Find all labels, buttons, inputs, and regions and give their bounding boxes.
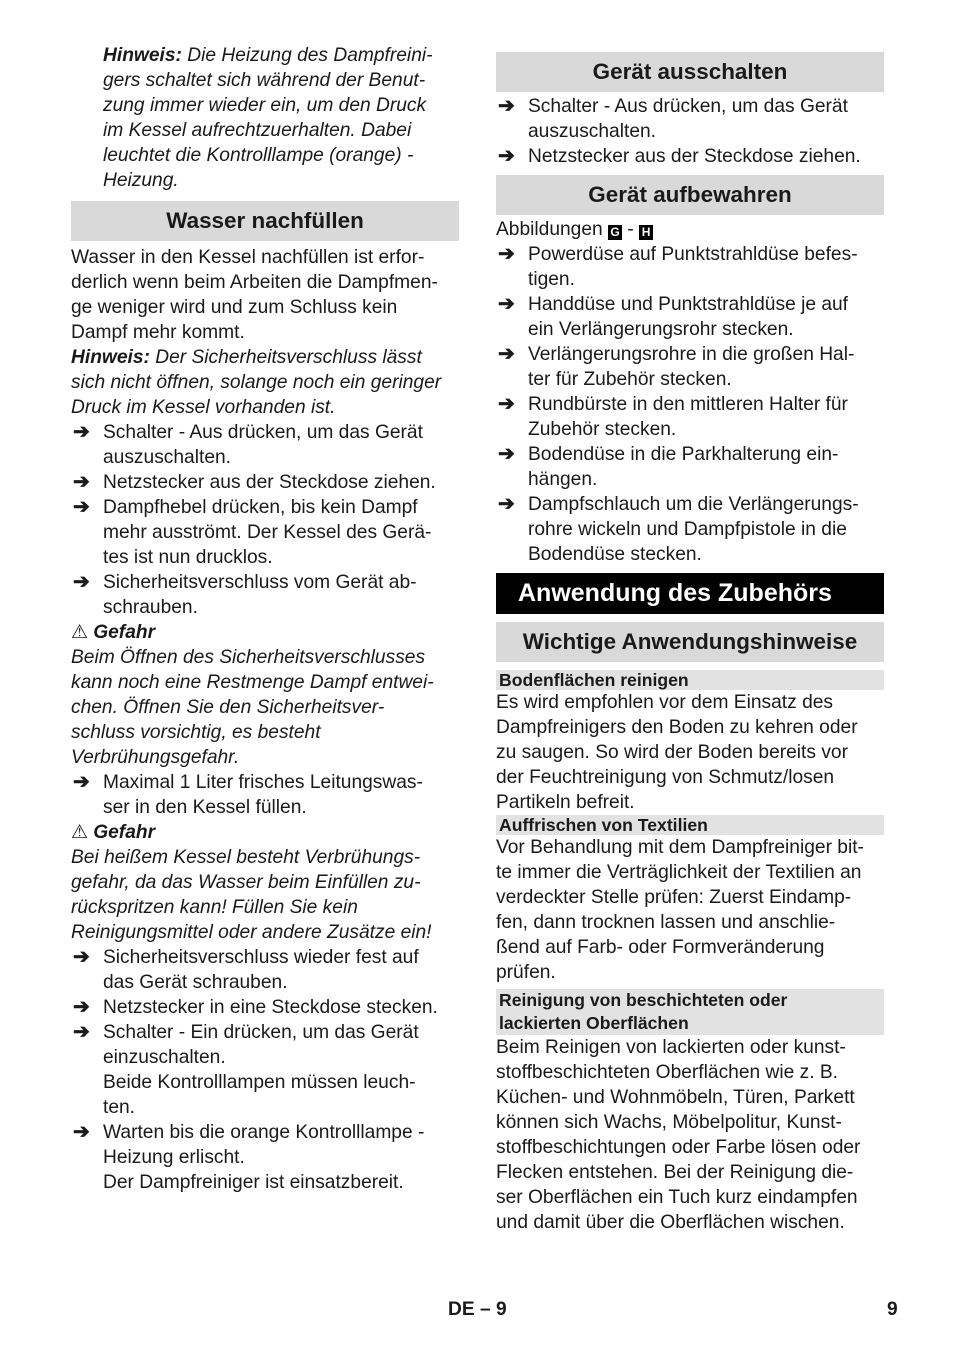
coated-text: Beim Reinigen von lackierten oder kunst- stoffbeschichteten Oberflächen wie z. B. Küchen- und Wohnmöbeln, Türen, Parkett können sich Wachs, Möbelpolitur, Kunst- stoffbeschichtungen oder Farbe lösen oder Flecken entstehen. Bei der Reinigung die- ser Oberflächen ein Tuch kurz eindampfen und damit über die Oberflächen wischen. <box>496 1037 861 1233</box>
warning-triangle-icon: ⚠ <box>71 822 89 843</box>
list-item: ➔ Sicherheitsverschluss vom Gerät ab- schrauben. <box>73 571 417 618</box>
arrow-right-icon: ➔ <box>73 996 90 1018</box>
right-column <box>496 52 884 1235</box>
floor-text: Es wird empfohlen vor dem Einsatz des Dampfreinigers den Boden zu kehren oder zu saugen. So wird der Boden bereits vor der Feuchtreinigung von Schmutz/losen Partikeln befreit. <box>496 692 858 813</box>
subheading-textiles: Auffrischen von Textilien <box>496 815 884 835</box>
subheading-coated-surfaces: Reinigung von beschichteten oder lackierten Oberflächen <box>496 989 884 1035</box>
arrow-right-icon: ➔ <box>73 471 90 493</box>
danger-heading: ⚠ Gefahr <box>71 822 156 843</box>
list-item: ➔ Netzstecker aus der Steckdose ziehen. <box>498 145 861 167</box>
hint-label: Hinweis: <box>103 45 182 66</box>
subheading-floor: Bodenflächen reinigen <box>496 670 884 690</box>
list-item: ➔ Dampfhebel drücken, bis kein Dampf mehr ausströmt. Der Kessel des Gerä- tes ist nun drucklos. <box>73 496 432 568</box>
warning-triangle-icon: ⚠ <box>71 622 89 643</box>
figures-reference: Abbildungen G - H <box>496 217 884 242</box>
arrow-right-icon: ➔ <box>498 145 515 167</box>
heading-switch-off: Gerät ausschalten <box>496 52 884 92</box>
list-item: ➔ Schalter - Aus drücken, um das Gerät auszuschalten. <box>498 95 848 142</box>
danger-text: Beim Öffnen des Sicherheitsverschlusses kann noch eine Restmenge Dampf entwei- chen. Öffnen Sie den Sicherheitsver- schluss vorsichtig, es besteht Verbrühungsgefahr. <box>71 647 434 768</box>
heading-usage-tips: Wichtige Anwendungshinweise <box>496 622 884 662</box>
arrow-right-icon: ➔ <box>498 493 515 515</box>
list-item: ➔ Maximal 1 Liter frisches Leitungswas- ser in den Kessel füllen. <box>73 771 423 818</box>
arrow-right-icon: ➔ <box>73 421 90 443</box>
arrow-right-icon: ➔ <box>498 443 515 465</box>
refill-intro: Wasser in den Kessel nachfüllen ist erfor- derlich wenn beim Arbeiten die Dampfmen- ge weniger wird und zum Schluss kein Dampf mehr kommt. <box>71 247 438 343</box>
list-item: ➔ Rundbürste in den mittleren Halter für Zubehör stecken. <box>498 393 848 440</box>
list-item: ➔ Verlängerungsrohre in die großen Hal- ter für Zubehör stecken. <box>498 343 855 390</box>
arrow-right-icon: ➔ <box>73 1121 90 1143</box>
heading-refill: Wasser nachfüllen <box>71 201 459 241</box>
section-title: Anwendung des Zubehörs <box>496 573 884 614</box>
list-item: ➔ Powerdüse auf Punktstrahldüse befes- tigen. <box>498 243 858 290</box>
hint-label: Hinweis: <box>71 347 150 368</box>
list-item: ➔ Schalter - Aus drücken, um das Gerät auszuschalten. <box>73 421 423 468</box>
footer-language-page: DE – 9 <box>448 1299 507 1320</box>
list-item: ➔ Netzstecker aus der Steckdose ziehen. <box>73 471 436 493</box>
figure-g-label: G <box>608 225 622 240</box>
arrow-right-icon: ➔ <box>498 95 515 117</box>
list-item: ➔ Bodendüse in die Parkhalterung ein- hängen. <box>498 443 839 490</box>
arrow-right-icon: ➔ <box>498 243 515 265</box>
danger-text: Bei heißem Kessel besteht Verbrühungs- gefahr, da das Wasser beim Einfüllen zu- rückspritzen kann! Füllen Sie kein Reinigungsmittel oder andere Zusätze ein! <box>71 847 432 943</box>
list-item: ➔ Schalter - Ein drücken, um das Gerät einzuschalten. <box>73 1021 419 1068</box>
textile-text: Vor Behandlung mit dem Dampfreiniger bit- te immer die Verträglichkeit der Textilien an verdeckter Stelle prüfen: Zuerst Eindamp- fen, dann trocknen lassen und anschlie- ßend auf Farb- oder Formveränderung prüfen. <box>496 837 864 983</box>
page-number: 9 <box>887 1299 898 1320</box>
list-item: ➔ Warten bis die orange Kontrolllampe - Heizung erlischt. <box>73 1121 425 1168</box>
hint-heating: Hinweis: Die Heizung des Dampfreini- gers schaltet sich während der Benut- zung immer wieder ein, um den Druck im Kessel aufrechtzuerhalten. Dabei leuchtet die Kontrolllampe (orange) - Heizung. <box>103 45 433 191</box>
arrow-right-icon: ➔ <box>73 1021 90 1043</box>
figure-h-label: H <box>639 225 653 240</box>
arrow-right-icon: ➔ <box>498 343 515 365</box>
list-item: ➔ Dampfschlauch um die Verlängerungs- rohre wickeln und Dampfpistole in die Bodendüse stecken. <box>498 493 859 565</box>
list-item: ➔ Handdüse und Punktstrahldüse je auf ein Verlängerungsrohr stecken. <box>498 293 849 340</box>
arrow-right-icon: ➔ <box>498 293 515 315</box>
arrow-right-icon: ➔ <box>73 571 90 593</box>
arrow-right-icon: ➔ <box>73 946 90 968</box>
hint-lock: Hinweis: Der Sicherheitsverschluss lässt sich nicht öffnen, solange noch ein geringer Druck im Kessel vorhanden ist. <box>71 347 442 418</box>
arrow-right-icon: ➔ <box>73 771 90 793</box>
danger-heading: ⚠ Gefahr <box>71 622 156 643</box>
left-column <box>71 43 459 1195</box>
arrow-right-icon: ➔ <box>73 496 90 518</box>
list-item: ➔ Netzstecker in eine Steckdose stecken. <box>73 996 438 1018</box>
heading-storage: Gerät aufbewahren <box>496 175 884 215</box>
list-item: ➔ Sicherheitsverschluss wieder fest auf das Gerät schrauben. <box>73 946 419 993</box>
step-note: Beide Kontrolllampen müssen leuch- ten. <box>103 1072 416 1118</box>
arrow-right-icon: ➔ <box>498 393 515 415</box>
step-note: Der Dampfreiniger ist einsatzbereit. <box>103 1172 404 1193</box>
